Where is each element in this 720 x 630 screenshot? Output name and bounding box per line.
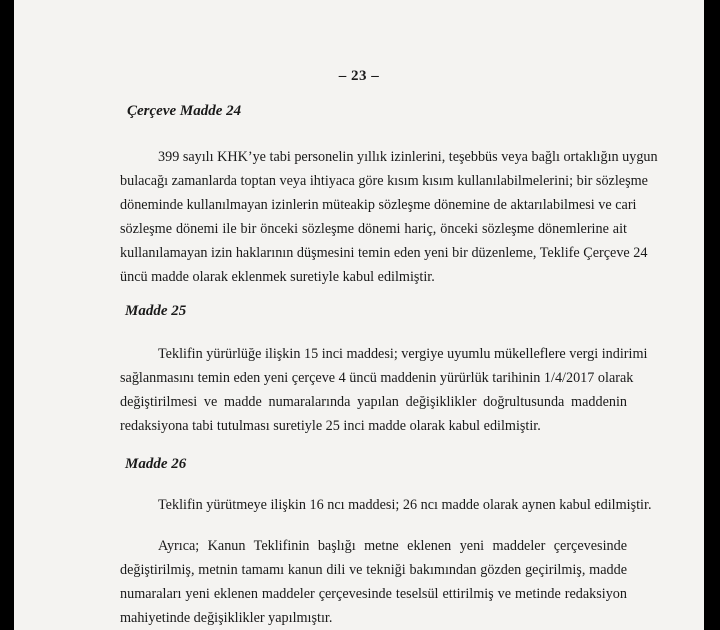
paragraph-line: sözleşme dönemi ile bir önceki sözleşme dönemi hariç, önceki sözleşme dönemlerine ait	[120, 221, 627, 237]
paragraph-closing	[120, 534, 627, 630]
section-heading-cerceve-madde-24: Çerçeve Madde 24	[127, 103, 242, 119]
paragraph-line: numaraları yeni eklenen maddeler çerçevesinde teselsül ettirilmiş ve metinde redaksiyon	[120, 586, 627, 602]
paragraph-line: değiştirilmesi ve madde numaralarında yapılan değişiklikler doğrultusunda maddenin	[120, 394, 627, 410]
paragraph-madde-26	[120, 493, 652, 517]
paragraph-line: bulacağı zamanlarda toptan veya ihtiyaca göre kısım kısım kullanılabilmelerini; bir sözleşme	[120, 173, 648, 189]
section-heading-madde-25: Madde 25	[125, 303, 187, 319]
paragraph-line: kullanılamayan izin haklarının düşmesini temin eden yeni bir düzenleme, Teklife Çerçeve 24	[120, 245, 648, 261]
paragraph-line: döneminde kullanılmayan izinlerin müteakip sözleşme dönemine de aktarılabilmesi ve cari	[120, 197, 637, 213]
paragraph-line: sağlanmasını temin eden yeni çerçeve 4 üncü maddenin yürürlük tarihinin 1/4/2017 olarak	[120, 370, 634, 386]
paragraph-madde-25	[120, 342, 648, 438]
paragraph-line: redaksiyona tabi tutulması suretiyle 25 inci madde olarak kabul edilmiştir.	[120, 418, 541, 434]
paragraph-line: Ayrıca; Kanun Teklifinin başlığı metne eklenen yeni maddeler çerçevesinde	[158, 538, 627, 554]
section-heading-madde-26: Madde 26	[125, 456, 187, 472]
page-number: – 23 –	[338, 68, 380, 84]
paragraph-line: Teklifin yürürlüğe ilişkin 15 inci maddesi; vergiye uyumlu mükelleflere vergi indirimi	[158, 346, 648, 362]
paragraph-line: Teklifin yürütmeye ilişkin 16 ncı maddesi; 26 ncı madde olarak aynen kabul edilmiştir.	[158, 497, 652, 513]
paragraph-line: mahiyetinde değişiklikler yapılmıştır.	[120, 610, 333, 626]
paragraph-cerceve-madde-24	[120, 145, 658, 289]
document-page	[14, 0, 704, 630]
paragraph-line: 399 sayılı KHK’ye tabi personelin yıllık izinlerini, teşebbüs veya bağlı ortaklığın uygun	[158, 149, 658, 165]
paragraph-line: üncü madde olarak eklenmek suretiyle kabul edilmiştir.	[120, 269, 435, 285]
paragraph-line: değiştirilmiş, metnin tamamı kanun dili ve tekniği bakımından gözden geçirilmiş, madde	[120, 562, 627, 578]
